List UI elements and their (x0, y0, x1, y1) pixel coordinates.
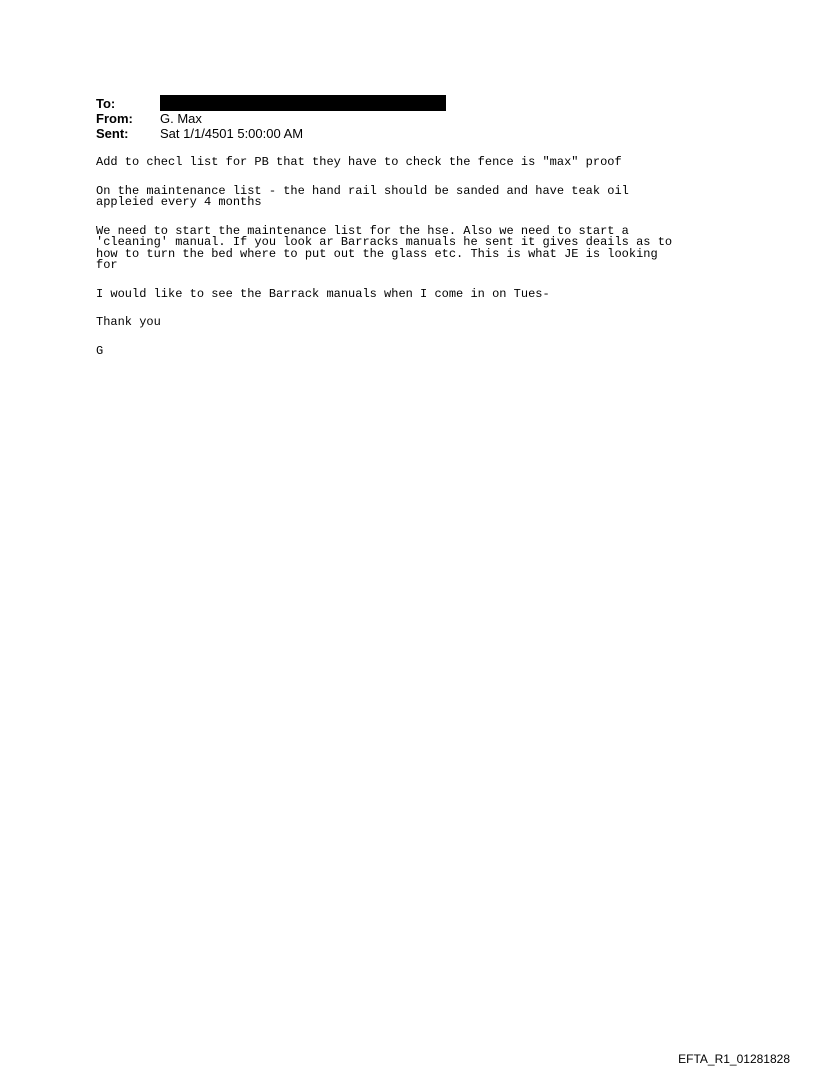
redacted-recipient (160, 95, 446, 111)
sent-value: Sat 1/1/4501 5:00:00 AM (160, 126, 304, 141)
email-body (96, 157, 736, 374)
to-label: To: (96, 96, 116, 111)
email-header (96, 96, 446, 141)
from-value: G. Max (160, 111, 202, 126)
sent-row (96, 126, 446, 141)
body-paragraph: I would like to see the Barrack manuals when I come in on Tues- (96, 286, 550, 301)
from-row (96, 111, 446, 126)
signature: G (96, 343, 104, 358)
from-label: From: (96, 111, 133, 126)
sent-label: Sent: (96, 126, 129, 141)
body-paragraph: Thank you (96, 315, 161, 329)
to-row (96, 96, 446, 111)
document-id: EFTA_R1_01281828 (678, 1052, 790, 1066)
body-paragraph: Add to checl list for PB that they have to check the fence is "max" proof (96, 155, 622, 169)
body-paragraph: On the maintenance list - the hand rail should be sanded and have teak oil appleied every 4 months (96, 183, 629, 209)
body-paragraph: We need to start the maintenance list for the hse. Also we need to start a 'cleaning' manual. If you look ar Barracks manuals he sent it gives deails as to how to turn the bed where to put out the glass etc. This is what JE is looking for (96, 223, 673, 272)
